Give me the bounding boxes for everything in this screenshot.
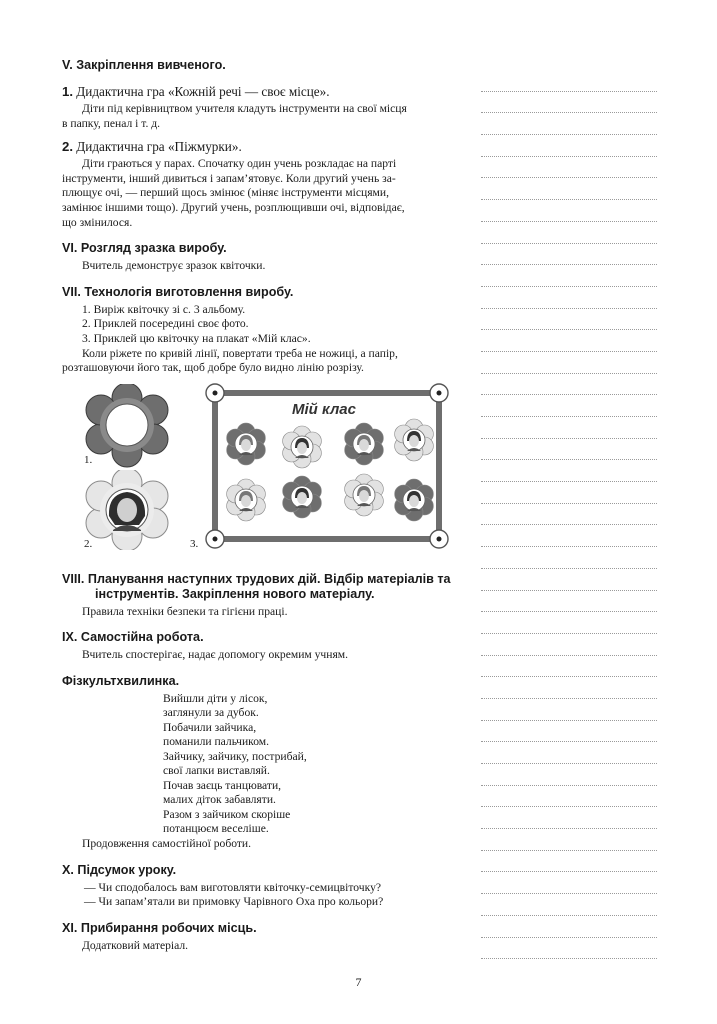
figures-area: [62, 382, 462, 570]
ruled-line: [481, 851, 657, 873]
poem-line: Разом з зайчиком скоріше: [163, 807, 291, 821]
poster-flower: [283, 426, 322, 468]
ruled-line: [481, 135, 657, 157]
cutting-note: Коли ріжете по кривій лінії, повертати треба не ножиці, а папір,: [82, 346, 398, 360]
question-2: — Чи запам’ятали ви примовку Чарівного Оха про кольори?: [84, 895, 384, 909]
game-2-title: 2. Дидактична гра «Піжмурки».: [62, 139, 242, 155]
ruled-line: [481, 699, 657, 721]
step-1: 1. Виріж квіточку зі с. 3 альбому.: [82, 302, 246, 316]
poster-flower: [345, 474, 384, 516]
ruled-line: [481, 721, 657, 743]
section-11-text: Додатковий матеріал.: [82, 938, 189, 952]
poem-line: потанцюєм веселіше.: [163, 822, 269, 836]
poster-flower: [395, 419, 434, 461]
ruled-line: [481, 70, 657, 92]
poem-line: Почав заєць танцювати,: [163, 778, 282, 792]
ruled-line: [481, 222, 657, 244]
ruled-line: [481, 916, 657, 938]
poster-flower: [345, 423, 384, 465]
figure-label-2: 2.: [84, 537, 93, 550]
flower-photo-figure: [80, 470, 174, 550]
ruled-line: [481, 656, 657, 678]
ruled-line: [481, 612, 657, 634]
question-1: — Чи сподобалось вам виготовляти квіточку-семицвіточку?: [84, 880, 382, 894]
ruled-line: [481, 634, 657, 656]
poster-title: Мій клас: [292, 400, 356, 418]
ruled-line: [481, 265, 657, 287]
ruled-line: [481, 244, 657, 266]
section-11-heading: XI. Прибирання робочих місць.: [62, 920, 257, 935]
ruled-line: [481, 287, 657, 309]
page-content: [62, 58, 462, 953]
poster-flower: [227, 479, 266, 521]
ruled-line: [481, 157, 657, 179]
poem-line: малих діток забавляти.: [163, 793, 276, 807]
section-5-heading: V. Закріплення вивченого.: [62, 58, 226, 72]
section-9-heading: IX. Самостійна робота.: [62, 630, 204, 645]
ruled-line: [481, 395, 657, 417]
ruled-line: [481, 460, 657, 482]
ruled-line: [481, 330, 657, 352]
notes-ruled-lines: [481, 70, 657, 959]
game-2-line: замінює іншими тощо). Другий учень, розплющивши очі, відповідає,: [62, 200, 405, 214]
ruled-line: [481, 677, 657, 699]
class-poster-figure: [204, 382, 454, 552]
game-2-line: Діти граються у парах. Спочатку один учень розкладає на парті: [82, 157, 397, 171]
exercise-break-after: Продовження самостійної роботи.: [82, 836, 252, 850]
poem-line: заглянули за дубок.: [163, 706, 259, 720]
ruled-line: [481, 591, 657, 613]
ruled-line: [481, 439, 657, 461]
poem-line: Побачили зайчика,: [163, 720, 257, 734]
poem-line: поманили пальчиком.: [163, 735, 270, 749]
cutting-note: розташовуючи його так, щоб добре було видно лінію розрізу.: [62, 361, 364, 375]
ruled-line: [481, 113, 657, 135]
ruled-line: [481, 938, 657, 960]
ruled-line: [481, 569, 657, 591]
game-1-line: в папку, пенал і т. д.: [62, 116, 161, 130]
exercise-break-heading: Фізкультхвилинка.: [62, 673, 180, 688]
game-2-line: інструменти, інший дивиться і запам’ятовує. Коли другий учень за-: [62, 171, 396, 185]
ruled-line: [481, 200, 657, 222]
poster-flower: [395, 479, 434, 521]
section-10-heading: X. Підсумок уроку.: [62, 862, 177, 877]
flower-blank-figure: [80, 384, 174, 468]
ruled-line: [481, 547, 657, 569]
ruled-line: [481, 504, 657, 526]
ruled-line: [481, 742, 657, 764]
ruled-line: [481, 482, 657, 504]
ruled-line: [481, 178, 657, 200]
poem-line: свої лапки виставляй.: [163, 764, 270, 778]
ruled-line: [481, 829, 657, 851]
poem-line: Зайчику, зайчику, пострибай,: [163, 749, 307, 763]
game-1-line: Діти під керівництвом учителя кладуть інструменти на свої місця: [82, 102, 407, 115]
step-2: 2. Приклей посередині своє фото.: [82, 317, 249, 331]
ruled-line: [481, 872, 657, 894]
section-8-text: Правила техніки безпеки та гігієни праці.: [82, 604, 288, 618]
poem: [163, 692, 462, 837]
poster-flower: [227, 423, 266, 465]
game-2-line: плющує очі, — перший щось змінює (міняє інструменти місцями,: [62, 186, 389, 200]
poem-line: Вийшли діти у лісок,: [163, 691, 268, 705]
poster-flower: [283, 476, 322, 518]
section-6-heading: VI. Розгляд зразка виробу.: [62, 241, 227, 256]
ruled-line: [481, 525, 657, 547]
figure-label-1: 1.: [84, 453, 93, 466]
section-6-text: Вчитель демонструє зразок квіточки.: [82, 259, 266, 273]
ruled-line: [481, 309, 657, 331]
ruled-line: [481, 786, 657, 808]
figure-label-3: 3.: [190, 537, 199, 550]
section-9-text: Вчитель спостерігає, надає допомогу окремим учням.: [82, 648, 349, 662]
game-2-line: що змінилося.: [62, 215, 133, 229]
ruled-line: [481, 92, 657, 114]
game-1-title: 1. Дидактична гра «Кожній речі — своє місце».: [62, 84, 330, 99]
ruled-line: [481, 374, 657, 396]
page-number: 7: [355, 975, 362, 989]
step-3: 3. Приклей цю квіточку на плакат «Мій клас».: [82, 331, 311, 345]
ruled-line: [481, 352, 657, 374]
ruled-line: [481, 764, 657, 786]
section-7-heading: VII. Технологія виготовлення виробу.: [62, 284, 294, 299]
ruled-line: [481, 807, 657, 829]
section-8-heading: VIII. Планування наступних трудових дій. Відбір матеріалів та інструментів. Закріплення нового матеріалу.: [62, 571, 451, 601]
ruled-line: [481, 894, 657, 916]
ruled-line: [481, 417, 657, 439]
